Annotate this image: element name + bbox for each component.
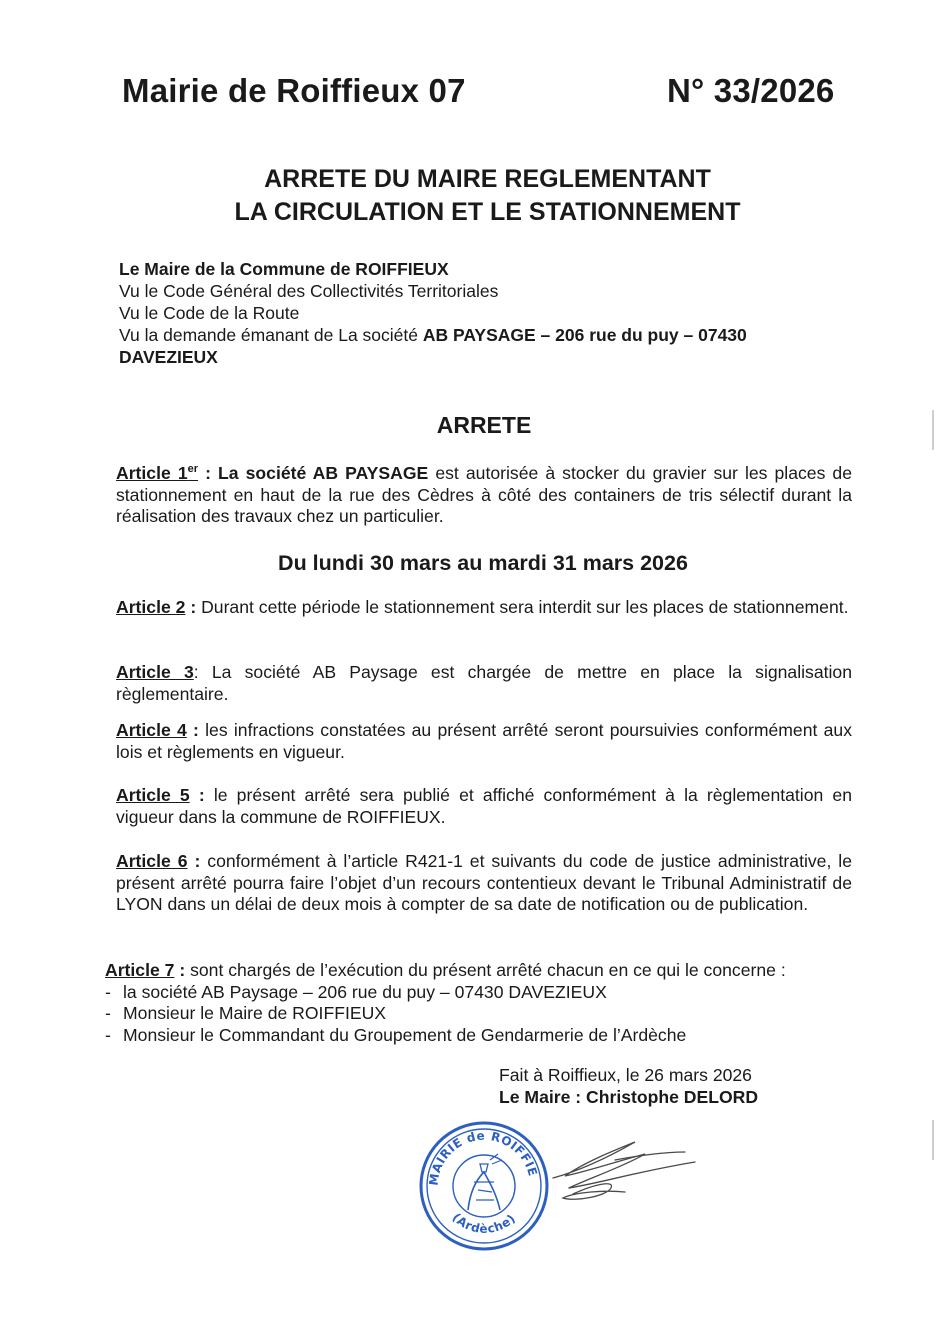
maire-signature [545, 1132, 705, 1227]
mairie-header: Mairie de Roiffieux 07 [122, 72, 466, 109]
svg-text:(Ardèche): (Ardèche) [449, 1210, 519, 1236]
list-item: - la société AB Paysage – 206 rue du puy – 07430 DAVEZIEUX [105, 981, 607, 1002]
vu-demande-city: DAVEZIEUX [119, 347, 218, 367]
list-item: - Monsieur le Maire de ROIFFIEUX [105, 1003, 387, 1023]
article-1: Article 1er : La société AB PAYSAGE est autorisée à stocker du gravier sur les places de stationnement en haut de la rue des Cèdres à côté des containers de tris sélectif durant la réalisation des travaux chez un particulier. [116, 463, 853, 526]
article-7-label: Article 7 [105, 960, 175, 980]
article-1-label: Article 1er [116, 463, 199, 483]
article-7-text: sont chargés de l’exécution du présent arrêté chacun en ce qui le concerne : [190, 960, 786, 980]
arrete-heading: ARRETE [436, 412, 532, 438]
vu-demande-text: Vu la demande émanant de La société [119, 325, 423, 345]
article-5-label: Article 5 [116, 785, 190, 805]
signature-icon [545, 1132, 705, 1222]
vu-code-route: Vu le Code de la Route [119, 303, 300, 323]
fait-a: Fait à Roiffieux, le 26 mars 2026 [499, 1065, 752, 1085]
article-3-text: La société AB Paysage est chargée de mettre en place la signalisation règlementaire. [116, 662, 852, 704]
article-3-label: Article 3 [116, 662, 194, 682]
maire-commune: Le Maire de la Commune de ROIFFIEUX [119, 259, 449, 279]
scan-mark [932, 410, 934, 450]
arrete-number: N° 33/2026 [667, 72, 835, 109]
article-7 [105, 960, 786, 1046]
title-line-1: ARRETE DU MAIRE REGLEMENTANT [264, 165, 711, 193]
article-4-text: les infractions constatées au présent arrêté seront poursuivies conformément aux lois et règlements en vigueur. [116, 720, 852, 762]
maire-name: Le Maire : Christophe DELORD [499, 1087, 759, 1107]
mairie-stamp [418, 1120, 550, 1257]
article-4: Article 4 : les infractions constatées au présent arrêté seront poursuivies conformément aux lois et règlements en vigueur. [116, 720, 852, 762]
article-7-intro: Article 7 : sont chargés de l’exécution du présent arrêté chacun en ce qui le concerne : [105, 960, 786, 980]
article-5-text: le présent arrêté sera publié et affiché conformément à la règlementation en vigueur dans la commune de ROIFFIEUX. [116, 785, 852, 827]
article-3: Article 3: La société AB Paysage est chargée de mettre en place la signalisation règlementaire. [116, 662, 852, 704]
article-1-company: La société AB PAYSAGE [218, 463, 429, 483]
article-6-label: Article 6 [116, 851, 188, 871]
stamp-icon [418, 1120, 550, 1252]
scan-mark [932, 1120, 934, 1160]
article-6-text: conformément à l’article R421-1 et suivants du code de justice administrative, le présent arrêté pourra faire l’objet d’un recours contentieux devant le Tribunal Administratif de LYON dans un délai de deux mois à compter de sa date de notification ou de publication. [116, 851, 852, 914]
article-2: Article 2 : Durant cette période le stationnement sera interdit sur les places de stationnement. [116, 597, 849, 617]
article-2-label: Article 2 [116, 597, 186, 617]
svg-text:MAIRIE de ROIFFIEUX: MAIRIE de ROIFFIE [426, 1128, 541, 1187]
article-4-label: Article 4 [116, 720, 187, 740]
article-1-text: est autorisée à stocker du gravier sur les places de stationnement en haut de la rue des Cèdres à côté des containers de tris sélectif durant la réalisation des travaux chez un particulier. [116, 463, 853, 526]
article-6: Article 6 : conformément à l’article R421-1 et suivants du code de justice administrative, le présent arrêté pourra faire l’objet d’un recours contentieux devant le Tribunal Administratif de LYON dans un délai de deux mois à compter de sa date de notification ou de publication. [116, 851, 852, 914]
title-line-2: LA CIRCULATION ET LE STATIONNEMENT [234, 198, 741, 226]
vu-demande [119, 324, 747, 346]
article-2-text: Durant cette période le stationnement sera interdit sur les places de stationnement. [201, 597, 849, 617]
vu-cgct: Vu le Code Général des Collectivités Territoriales [119, 281, 499, 301]
list-item: - Monsieur le Commandant du Groupement de Gendarmerie de l’Ardèche [105, 1024, 687, 1045]
vu-demande-company: AB PAYSAGE – 206 rue du puy – 07430 [422, 325, 747, 345]
period-heading: Du lundi 30 mars au mardi 31 mars 2026 [278, 551, 688, 575]
article-5: Article 5 : le présent arrêté sera publié et affiché conformément à la règlementation en vigueur dans la commune de ROIFFIEUX. [116, 785, 852, 827]
